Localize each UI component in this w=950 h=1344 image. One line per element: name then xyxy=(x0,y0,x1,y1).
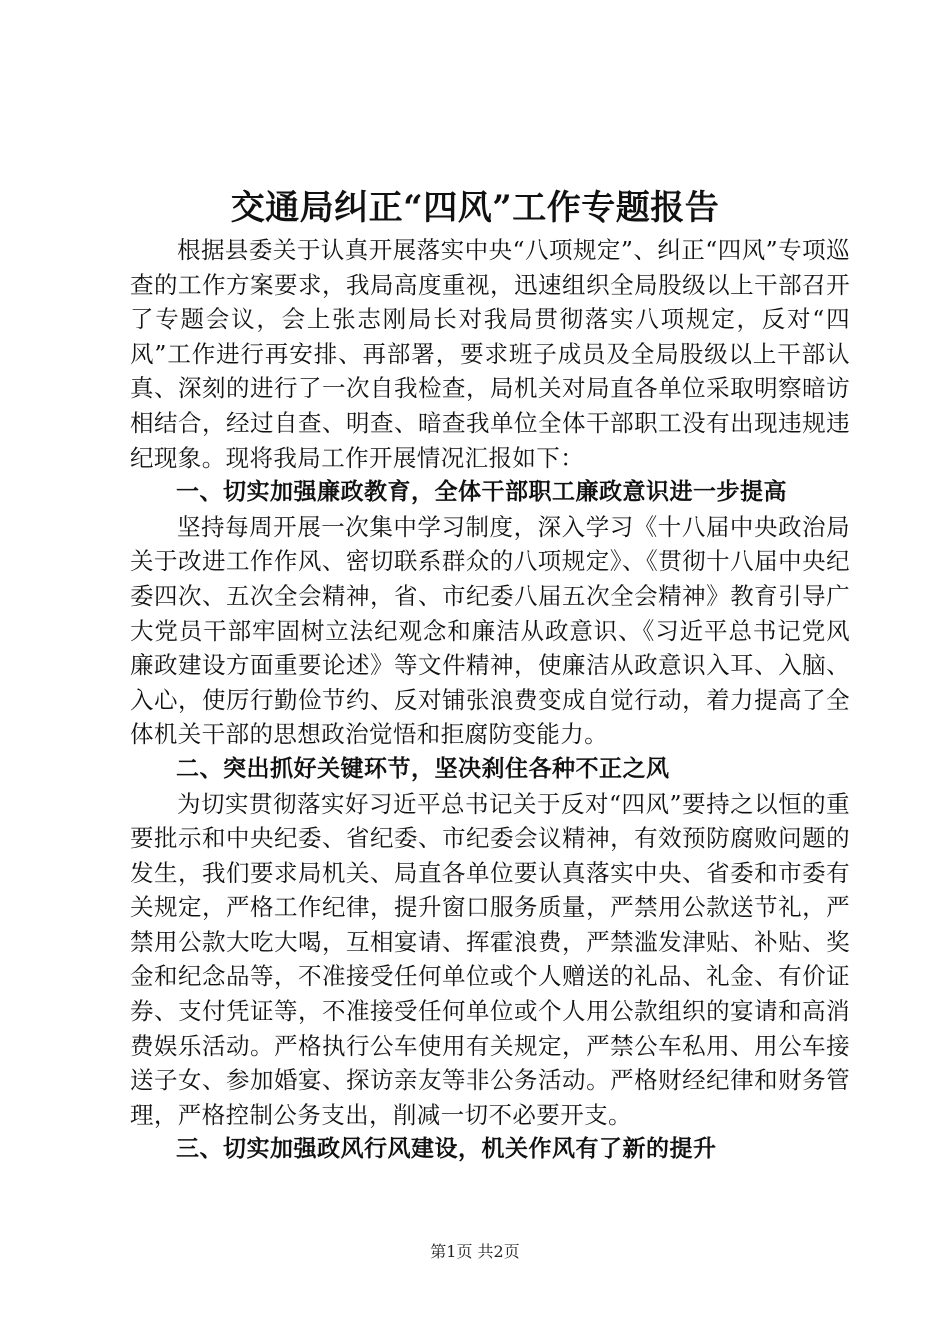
page-number-footer: 第1页 共2页 xyxy=(430,1242,520,1261)
section-heading-3: 三、切实加强政风行风建设，机关作风有了新的提升 xyxy=(176,1136,717,1163)
section-2-paragraph: 为切实贯彻落实好习近平总书记关于反对“四风”要持之以恒的重要批示和中央纪委、省纪委、市纪委会议精神，有效预防腐败问题的发生，我们要求局机关、局直各单位要认真落实中央、省委和市委有关规定，严格工作纪律，提升窗口服务质量，严禁用公款送节礼，严禁用公款大吃大喝，互相宴请、挥霍浪费，严禁滥发津贴、补贴、奖金和纪念品等，不准接受任何单位或个人赠送的礼品、礼金、有价证券、支付凭证等，不准接受任何单位或个人用公款组织的宴请和高消费娱乐活动。严格执行公车使用有关规定，严禁公车私用、用公车接送子女、参加婚宴、探访亲友等非公务活动。严格财经纪律和财务管理，严格控制公务支出，削减一切不必要开支。 xyxy=(130,789,850,1129)
document-body xyxy=(130,233,850,1167)
section-1-paragraph: 坚持每周开展一次集中学习制度，深入学习《十八届中央政治局关于改进工作作风、密切联系群众的八项规定》、《贯彻十八届中央纪委四次、五次全会精神，省、市纪委八届五次全会精神》教育引导广大党员干部牢固树立法纪观念和廉洁从政意识、《习近平总书记党风廉政建设方面重要论述》等文件精神，使廉洁从政意识入耳、入脑、入心，使厉行勤俭节约、反对铺张浪费变成自觉行动，着力提高了全体机关干部的思想政治觉悟和拒腐防变能力。 xyxy=(130,512,850,749)
intro-paragraph: 根据县委关于认真开展落实中央“八项规定”、纠正“四风”专项巡查的工作方案要求，我局高度重视，迅速组织全局股级以上干部召开了专题会议，会上张志刚局长对我局贯彻落实八项规定，反对“四风”工作进行再安排、再部署，要求班子成员及全局股级以上干部认真、深刻的进行了一次自我检查，局机关对局直各单位采取明察暗访相结合，经过自查、明查、暗查我单位全体干部职工没有出现违规违纪现象。现将我局工作开展情况汇报如下： xyxy=(130,236,850,472)
document-title: 交通局纠正“四风”工作专题报告 xyxy=(230,188,720,228)
section-heading-1: 一、切实加强廉政教育，全体干部职工廉政意识进一步提高 xyxy=(176,479,787,506)
section-heading-2: 二、突出抓好关键环节，坚决刹住各种不正之风 xyxy=(176,755,670,782)
